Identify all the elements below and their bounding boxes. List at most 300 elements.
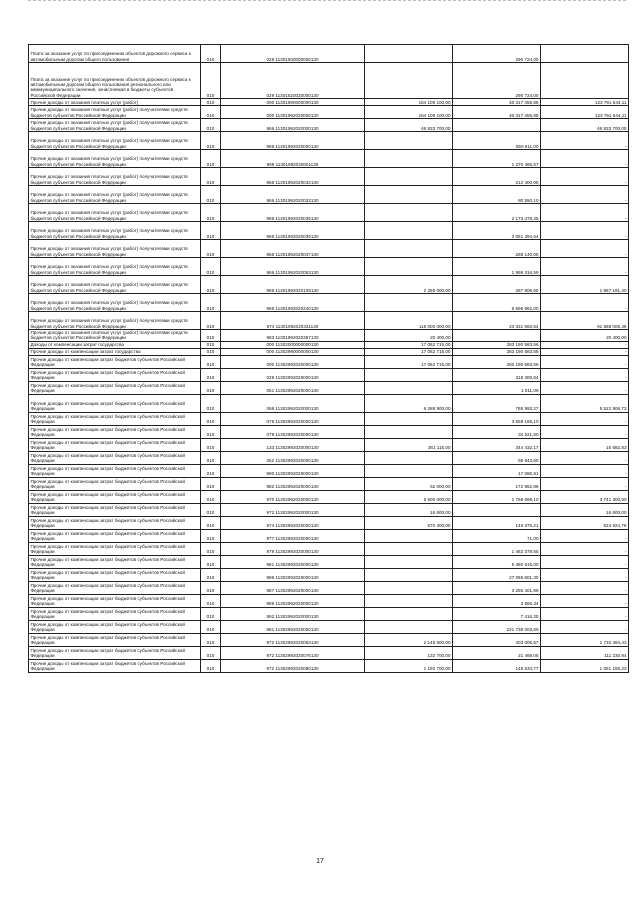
table-row <box>29 555 629 568</box>
row-unexecuted-amount-cell: 46 833 700,00 <box>541 119 629 132</box>
table-row <box>29 607 629 620</box>
row-line-code-cell: 010 <box>201 464 221 477</box>
row-name-cell: Прочие доходы от оказания платных услуг (работ) получателями средств бюджетов субъектов Российской Федерации <box>29 330 201 342</box>
row-executed-amount-cell: 290 724,00 <box>453 45 541 63</box>
table-row <box>29 425 629 438</box>
row-budget-code-cell: 966 11301992020035130 <box>221 204 365 222</box>
row-budget-code-cell: 966 11301992020039130 <box>221 222 365 240</box>
row-unexecuted-amount-cell: - <box>541 581 629 594</box>
row-executed-amount-cell: 21 469,06 <box>453 646 541 659</box>
table-row <box>29 581 629 594</box>
row-executed-amount-cell: 5 480 615,00 <box>453 555 541 568</box>
row-unexecuted-amount-cell: 111 230,94 <box>541 646 629 659</box>
row-name-cell: Прочие доходы от оказания платных услуг (работ) получателями средств бюджетов субъектов Российской Федерации <box>29 222 201 240</box>
table-row <box>29 633 629 646</box>
table-row <box>29 568 629 581</box>
row-name-cell: Прочие доходы от оказания платных услуг (работ) получателями средств бюджетов субъектов Российской Федерации <box>29 132 201 150</box>
row-line-code-cell: 010 <box>201 646 221 659</box>
row-line-code-cell: 010 <box>201 119 221 132</box>
row-unexecuted-amount-cell: - <box>541 355 629 368</box>
row-budget-code-cell: 979 11302992020000130 <box>221 542 365 555</box>
table-row <box>29 516 629 529</box>
row-approved-amount-cell <box>365 45 453 63</box>
table-row <box>29 438 629 451</box>
row-approved-amount-cell: 164 109 100,00 <box>365 106 453 119</box>
row-budget-code-cell: 966 11301992020000130 <box>221 119 365 132</box>
row-approved-amount-cell: 1 192 700,00 <box>365 659 453 672</box>
row-unexecuted-amount-cell: - <box>541 168 629 186</box>
table-row <box>29 381 629 394</box>
page-number: 17 <box>316 858 324 865</box>
row-line-code-cell: 010 <box>201 132 221 150</box>
table-row <box>29 150 629 168</box>
row-approved-amount-cell: 2 145 500,00 <box>365 633 453 646</box>
row-line-code-cell: 010 <box>201 368 221 381</box>
row-line-code-cell: 010 <box>201 438 221 451</box>
row-budget-code-cell: 966 11301992020240130 <box>221 294 365 312</box>
row-line-code-cell: 010 <box>201 394 221 412</box>
table-row <box>29 464 629 477</box>
row-budget-code-cell: 000 11302992020000130 <box>221 355 365 368</box>
table-row <box>29 240 629 258</box>
row-unexecuted-amount-cell: - <box>541 132 629 150</box>
row-budget-code-cell: 068 11302992020000130 <box>221 394 365 412</box>
table-row <box>29 620 629 633</box>
row-line-code-cell: 010 <box>201 477 221 490</box>
row-approved-amount-cell <box>365 425 453 438</box>
row-name-cell: Прочие доходы от компенсации затрат бюджетов субъектов Российской Федерации <box>29 425 201 438</box>
row-line-code-cell: 010 <box>201 294 221 312</box>
row-unexecuted-amount-cell: 123 791 644,11 <box>541 99 629 106</box>
row-unexecuted-amount-cell: 3 741 300,90 <box>541 490 629 503</box>
row-executed-amount-cell: 7 416,20 <box>453 607 541 620</box>
row-line-code-cell: 010 <box>201 186 221 204</box>
table-row <box>29 394 629 412</box>
row-name-cell: Прочие доходы от компенсации затрат бюджетов субъектов Российской Федерации <box>29 659 201 672</box>
row-line-code-cell: 010 <box>201 341 221 348</box>
table-row <box>29 503 629 516</box>
row-name-cell: Прочие доходы от оказания платных услуг (работ) получателями средств бюджетов субъектов Российской Федерации <box>29 150 201 168</box>
row-budget-code-cell: 970 11302992020000130 <box>221 490 365 503</box>
row-name-cell: Прочие доходы от оказания платных услуг (работ) получателями средств бюджетов субъектов Российской Федерации <box>29 168 201 186</box>
row-executed-amount-cell: 2 173 478,35 <box>453 204 541 222</box>
table-row <box>29 341 629 348</box>
row-approved-amount-cell: 164 109 100,00 <box>365 99 453 106</box>
row-name-cell: Прочие доходы от компенсации затрат бюджетов субъектов Российской Федерации <box>29 355 201 368</box>
row-executed-amount-cell: 1 758 699,10 <box>453 490 541 503</box>
row-approved-amount-cell: 16 600,00 <box>365 503 453 516</box>
row-budget-code-cell: 000 11301990000000130 <box>221 99 365 106</box>
table-row <box>29 168 629 186</box>
row-line-code-cell: 010 <box>201 150 221 168</box>
table-row <box>29 659 629 672</box>
row-unexecuted-amount-cell: 1 051 165,23 <box>541 659 629 672</box>
row-line-code-cell: 010 <box>201 240 221 258</box>
row-executed-amount-cell: 288 140,00 <box>453 240 541 258</box>
row-name-cell: Прочие доходы от оказания платных услуг (работ) получателями средств бюджетов субъектов Российской Федерации <box>29 186 201 204</box>
row-approved-amount-cell <box>365 542 453 555</box>
row-executed-amount-cell: 765 993,27 <box>453 394 541 412</box>
row-line-code-cell: 010 <box>201 490 221 503</box>
row-name-cell: Прочие доходы от компенсации затрат бюджетов субъектов Российской Федерации <box>29 490 201 503</box>
row-name-cell: Прочие доходы от компенсации затрат бюджетов субъектов Российской Федерации <box>29 477 201 490</box>
table-row <box>29 99 629 106</box>
row-approved-amount-cell: 361 115,00 <box>365 438 453 451</box>
row-unexecuted-amount-cell: - <box>541 620 629 633</box>
row-budget-code-cell: 980 11302992020000130 <box>221 464 365 477</box>
row-name-cell: Прочие доходы от компенсации затрат бюджетов субъектов Российской Федерации <box>29 368 201 381</box>
row-budget-code-cell: 252 11302992020000130 <box>221 451 365 464</box>
row-unexecuted-amount-cell: - <box>541 294 629 312</box>
row-executed-amount-cell <box>453 119 541 132</box>
row-budget-code-cell: 966 11301992020032130 <box>221 168 365 186</box>
row-budget-code-cell: 029 11301500000000130 <box>221 45 365 63</box>
row-executed-amount-cell: 283 190 583,56 <box>453 341 541 348</box>
table-row <box>29 451 629 464</box>
row-unexecuted-amount-cell: 123 791 644,11 <box>541 106 629 119</box>
row-budget-code-cell: 982 11302992020000130 <box>221 477 365 490</box>
row-name-cell: Прочие доходы от оказания платных услуг (работ) получателями средств бюджетов субъектов Российской Федерации <box>29 119 201 132</box>
row-line-code-cell: 010 <box>201 330 221 342</box>
row-budget-code-cell: 966 11301992020033130 <box>221 186 365 204</box>
table-row <box>29 222 629 240</box>
row-budget-code-cell: 972 11302992020063130 <box>221 633 365 646</box>
row-budget-code-cell: 000 11302990000000130 <box>221 348 365 355</box>
table-row <box>29 312 629 330</box>
row-executed-amount-cell: 318 300,84 <box>453 368 541 381</box>
row-approved-amount-cell: 17 062 715,00 <box>365 348 453 355</box>
revenue-report-table <box>28 44 629 673</box>
table-row <box>29 477 629 490</box>
row-unexecuted-amount-cell: - <box>541 542 629 555</box>
row-budget-code-cell: 051 11302992020000130 <box>221 381 365 394</box>
row-budget-code-cell: 974 11302992020000130 <box>221 516 365 529</box>
row-unexecuted-amount-cell: - <box>541 412 629 425</box>
row-line-code-cell: 010 <box>201 258 221 276</box>
table-row <box>29 542 629 555</box>
row-approved-amount-cell <box>365 607 453 620</box>
row-name-cell: Прочие доходы от оказания платных услуг (работ) получателями средств бюджетов субъектов Российской Федерации <box>29 312 201 330</box>
row-line-code-cell: 010 <box>201 425 221 438</box>
table-row <box>29 106 629 119</box>
row-budget-code-cell: 000 11302000000000130 <box>221 341 365 348</box>
row-executed-amount-cell: 1 462 379,55 <box>453 542 541 555</box>
row-unexecuted-amount-cell: - <box>541 594 629 607</box>
row-unexecuted-amount-cell: - <box>541 240 629 258</box>
row-unexecuted-amount-cell: - <box>541 341 629 348</box>
row-line-code-cell: 010 <box>201 529 221 542</box>
row-approved-amount-cell <box>365 412 453 425</box>
row-approved-amount-cell <box>365 150 453 168</box>
row-budget-code-cell: 078 11302992020000130 <box>221 425 365 438</box>
row-approved-amount-cell <box>365 204 453 222</box>
row-name-cell: Прочие доходы от оказания платных услуг (работ) получателями средств бюджетов субъектов Российской Федерации <box>29 106 201 119</box>
row-unexecuted-amount-cell: - <box>541 186 629 204</box>
row-approved-amount-cell: 6 288 900,00 <box>365 394 453 412</box>
row-line-code-cell: 010 <box>201 412 221 425</box>
row-name-cell: Прочие доходы от компенсации затрат бюджетов субъектов Российской Федерации <box>29 412 201 425</box>
table-row <box>29 348 629 355</box>
row-unexecuted-amount-cell: - <box>541 204 629 222</box>
row-budget-code-cell: 133 11302992020000130 <box>221 438 365 451</box>
row-approved-amount-cell: 20 400,00 <box>365 330 453 342</box>
table-row <box>29 294 629 312</box>
row-budget-code-cell: 981 11302992020000130 <box>221 555 365 568</box>
row-name-cell: Прочие доходы от компенсации затрат бюджетов субъектов Российской Федерации <box>29 542 201 555</box>
row-line-code-cell: 010 <box>201 63 221 99</box>
row-unexecuted-amount-cell: 91 668 006,46 <box>541 312 629 330</box>
row-unexecuted-amount-cell: - <box>541 529 629 542</box>
table-row <box>29 529 629 542</box>
row-budget-code-cell: 000 11301992020000130 <box>221 106 365 119</box>
row-executed-amount-cell: 1 995 316,59 <box>453 258 541 276</box>
row-approved-amount-cell: 5 500 000,00 <box>365 490 453 503</box>
row-name-cell: Доходы от компенсации затрат государства <box>29 341 201 348</box>
row-budget-code-cell: 992 11302992020000130 <box>221 607 365 620</box>
row-budget-code-cell: 966 11301992020047130 <box>221 240 365 258</box>
row-name-cell: Прочие доходы от компенсации затрат бюджетов субъектов Российской Федерации <box>29 451 201 464</box>
row-name-cell: Прочие доходы от компенсации затрат бюджетов субъектов Российской Федерации <box>29 381 201 394</box>
row-executed-amount-cell: 290 724,00 <box>453 63 541 99</box>
row-executed-amount-cell: 283 190 583,56 <box>453 348 541 355</box>
row-executed-amount-cell: 172 952,89 <box>453 477 541 490</box>
row-name-cell: Прочие доходы от компенсации затрат бюджетов субъектов Российской Федерации <box>29 438 201 451</box>
table-row <box>29 646 629 659</box>
row-budget-code-cell: 029 11301520020000130 <box>221 63 365 99</box>
table-row <box>29 204 629 222</box>
row-budget-code-cell: 972 11302992020080130 <box>221 659 365 672</box>
row-line-code-cell: 010 <box>201 581 221 594</box>
row-executed-amount-cell: 40 317 455,89 <box>453 106 541 119</box>
row-name-cell: Прочие доходы от компенсации затрат бюджетов субъектов Российской Федерации <box>29 516 201 529</box>
row-unexecuted-amount-cell: - <box>541 477 629 490</box>
row-approved-amount-cell <box>365 381 453 394</box>
row-executed-amount-cell: 3 559 168,10 <box>453 412 541 425</box>
row-executed-amount-cell: 287 808,60 <box>453 276 541 294</box>
row-executed-amount-cell: 403 005,57 <box>453 633 541 646</box>
row-name-cell: Прочие доходы от компенсации затрат государства <box>29 348 201 355</box>
row-name-cell: Прочие доходы от оказания платных услуг (работ) получателями средств бюджетов субъектов Российской Федерации <box>29 240 201 258</box>
row-line-code-cell: 010 <box>201 381 221 394</box>
table-row <box>29 258 629 276</box>
row-executed-amount-cell: 221 738 003,65 <box>453 620 541 633</box>
row-unexecuted-amount-cell: - <box>541 150 629 168</box>
row-budget-code-cell: 981 11302992020050130 <box>221 620 365 633</box>
row-line-code-cell: 010 <box>201 620 221 633</box>
row-approved-amount-cell <box>365 594 453 607</box>
row-unexecuted-amount-cell <box>541 45 629 63</box>
row-line-code-cell: 010 <box>201 276 221 294</box>
table-row <box>29 119 629 132</box>
table-row <box>29 368 629 381</box>
row-executed-amount-cell: 145 375,21 <box>453 516 541 529</box>
row-executed-amount-cell: 23 331 983,54 <box>453 312 541 330</box>
row-approved-amount-cell <box>365 258 453 276</box>
row-executed-amount-cell: 3 051 394,54 <box>453 222 541 240</box>
row-unexecuted-amount-cell: - <box>541 451 629 464</box>
row-executed-amount-cell: 1 011,09 <box>453 381 541 394</box>
row-unexecuted-amount-cell: 5 522 906,73 <box>541 394 629 412</box>
table-row <box>29 276 629 294</box>
row-budget-code-cell: 966 11301992020000130 <box>221 132 365 150</box>
row-line-code-cell: 010 <box>201 451 221 464</box>
row-budget-code-cell: 987 11302992020000130 <box>221 581 365 594</box>
table-row <box>29 355 629 368</box>
row-approved-amount-cell <box>365 132 453 150</box>
row-unexecuted-amount-cell: - <box>541 348 629 355</box>
row-executed-amount-cell <box>453 503 541 516</box>
row-line-code-cell: 010 <box>201 594 221 607</box>
row-unexecuted-amount-cell <box>541 63 629 99</box>
row-line-code-cell: 010 <box>201 355 221 368</box>
row-unexecuted-amount-cell: - <box>541 607 629 620</box>
row-unexecuted-amount-cell: 1 967 191,40 <box>541 276 629 294</box>
row-name-cell: Прочие доходы от компенсации затрат бюджетов субъектов Российской Федерации <box>29 646 201 659</box>
row-approved-amount-cell <box>365 529 453 542</box>
row-line-code-cell: 010 <box>201 503 221 516</box>
row-executed-amount-cell: 34 521,50 <box>453 425 541 438</box>
row-unexecuted-amount-cell: 16 682,83 <box>541 438 629 451</box>
row-line-code-cell: 010 <box>201 45 221 63</box>
row-budget-code-cell: 966 11301992020053130 <box>221 258 365 276</box>
row-line-code-cell: 010 <box>201 204 221 222</box>
row-approved-amount-cell <box>365 168 453 186</box>
row-budget-code-cell: 972 11302992020000130 <box>221 503 365 516</box>
row-budget-code-cell: 974 11301992020331130 <box>221 312 365 330</box>
row-name-cell: Прочие доходы от оказания платных услуг (работ) получателями средств бюджетов субъектов Российской Федерации <box>29 258 201 276</box>
row-line-code-cell: 010 <box>201 607 221 620</box>
row-budget-code-cell: 986 11302992020000130 <box>221 568 365 581</box>
row-name-cell: Прочие доходы от компенсации затрат бюджетов субъектов Российской Федерации <box>29 394 201 412</box>
row-approved-amount-cell: 62 000,00 <box>365 477 453 490</box>
row-name-cell: Прочие доходы от компенсации затрат бюджетов субъектов Российской Федерации <box>29 607 201 620</box>
row-approved-amount-cell: 670 300,00 <box>365 516 453 529</box>
row-name-cell: Прочие доходы от компенсации затрат бюджетов субъектов Российской Федерации <box>29 464 201 477</box>
row-line-code-cell: 010 <box>201 168 221 186</box>
row-line-code-cell: 010 <box>201 633 221 646</box>
row-approved-amount-cell <box>365 368 453 381</box>
row-name-cell: Прочие доходы от оказания платных услуг (работ) получателями средств бюджетов субъектов Российской Федерации <box>29 276 201 294</box>
row-executed-amount-cell: 65 943,65 <box>453 451 541 464</box>
row-approved-amount-cell: 132 700,00 <box>365 646 453 659</box>
row-budget-code-cell: 029 11302992020000130 <box>221 368 365 381</box>
row-approved-amount-cell <box>365 464 453 477</box>
row-name-cell: Прочие доходы от оказания платных услуг (работ) получателями средств бюджетов субъектов Российской Федерации <box>29 204 201 222</box>
row-approved-amount-cell <box>365 186 453 204</box>
row-approved-amount-cell <box>365 581 453 594</box>
row-line-code-cell: 010 <box>201 99 221 106</box>
row-line-code-cell: 010 <box>201 542 221 555</box>
row-budget-code-cell: 983 11301992020357130 <box>221 330 365 342</box>
row-executed-amount-cell: 40 317 455,89 <box>453 99 541 106</box>
row-name-cell: Плата за оказание услуг по присоединению объектов дорожного сервиса к автомобильным дорогам общего пользования <box>29 45 201 63</box>
row-executed-amount-cell: 27 065 801,30 <box>453 568 541 581</box>
table-row <box>29 132 629 150</box>
row-line-code-cell: 010 <box>201 568 221 581</box>
row-executed-amount-cell: 3 866,34 <box>453 594 541 607</box>
row-unexecuted-amount-cell: - <box>541 368 629 381</box>
row-unexecuted-amount-cell: - <box>541 568 629 581</box>
row-unexecuted-amount-cell: - <box>541 381 629 394</box>
row-approved-amount-cell <box>365 294 453 312</box>
row-approved-amount-cell <box>365 451 453 464</box>
row-budget-code-cell: 972 11302992020076130 <box>221 646 365 659</box>
row-approved-amount-cell <box>365 620 453 633</box>
row-approved-amount-cell <box>365 555 453 568</box>
row-line-code-cell: 010 <box>201 106 221 119</box>
row-name-cell: Прочие доходы от компенсации затрат бюджетов субъектов Российской Федерации <box>29 594 201 607</box>
row-approved-amount-cell: 2 255 000,00 <box>365 276 453 294</box>
row-executed-amount-cell: 1 270 465,57 <box>453 150 541 168</box>
row-name-cell: Прочие доходы от компенсации затрат бюджетов субъектов Российской Федерации <box>29 568 201 581</box>
row-unexecuted-amount-cell: 16 600,00 <box>541 503 629 516</box>
row-name-cell: Плата за оказание услуг по присоединению объектов дорожного сервиса к автомобильным дорогам общего пользования регионального или межмуниципального значения, зачисляемая в бюджеты субъектов Российской Федерации <box>29 63 201 99</box>
row-budget-code-cell: 075 11302992020000130 <box>221 412 365 425</box>
table-row <box>29 63 629 99</box>
row-name-cell: Прочие доходы от компенсации затрат бюджетов субъектов Российской Федерации <box>29 581 201 594</box>
row-approved-amount-cell <box>365 222 453 240</box>
row-name-cell: Прочие доходы от компенсации затрат бюджетов субъектов Российской Федерации <box>29 633 201 646</box>
row-unexecuted-amount-cell: - <box>541 258 629 276</box>
row-approved-amount-cell: 17 062 715,00 <box>365 341 453 348</box>
row-budget-code-cell: 989 11302992020000130 <box>221 594 365 607</box>
row-unexecuted-amount-cell: 524 924,79 <box>541 516 629 529</box>
row-executed-amount-cell <box>453 330 541 342</box>
table-row <box>29 45 629 63</box>
row-name-cell: Прочие доходы от компенсации затрат бюджетов субъектов Российской Федерации <box>29 503 201 516</box>
row-unexecuted-amount-cell: 20 400,00 <box>541 330 629 342</box>
row-approved-amount-cell <box>365 240 453 258</box>
row-executed-amount-cell: 80 550,10 <box>453 186 541 204</box>
table-row <box>29 330 629 342</box>
row-line-code-cell: 010 <box>201 348 221 355</box>
row-approved-amount-cell: 46 833 700,00 <box>365 119 453 132</box>
row-line-code-cell: 010 <box>201 659 221 672</box>
table-row <box>29 412 629 425</box>
table-row <box>29 594 629 607</box>
row-executed-amount-cell: 212 400,00 <box>453 168 541 186</box>
row-line-code-cell: 010 <box>201 222 221 240</box>
row-approved-amount-cell <box>365 568 453 581</box>
row-executed-amount-cell: 283 190 583,56 <box>453 355 541 368</box>
row-approved-amount-cell: 17 062 715,00 <box>365 355 453 368</box>
row-name-cell: Прочие доходы от компенсации затрат бюджетов субъектов Российской Федерации <box>29 555 201 568</box>
row-unexecuted-amount-cell: - <box>541 222 629 240</box>
row-budget-code-cell: 966 11301992020001130 <box>221 150 365 168</box>
row-budget-code-cell: 966 11301992020105130 <box>221 276 365 294</box>
row-unexecuted-amount-cell: - <box>541 555 629 568</box>
row-unexecuted-amount-cell: - <box>541 464 629 477</box>
row-line-code-cell: 010 <box>201 312 221 330</box>
row-unexecuted-amount-cell: 1 732 494,43 <box>541 633 629 646</box>
row-name-cell: Прочие доходы от оказания платных услуг (работ) <box>29 99 201 106</box>
table-row <box>29 490 629 503</box>
row-approved-amount-cell <box>365 63 453 99</box>
row-executed-amount-cell: 3 255 401,88 <box>453 581 541 594</box>
row-name-cell: Прочие доходы от оказания платных услуг (работ) получателями средств бюджетов субъектов Российской Федерации <box>29 294 201 312</box>
row-executed-amount-cell: 344 432,17 <box>453 438 541 451</box>
row-name-cell: Прочие доходы от компенсации затрат бюджетов субъектов Российской Федерации <box>29 529 201 542</box>
table-row <box>29 186 629 204</box>
row-executed-amount-cell: 71,00 <box>453 529 541 542</box>
row-executed-amount-cell: 6 696 962,00 <box>453 294 541 312</box>
row-unexecuted-amount-cell: - <box>541 425 629 438</box>
row-approved-amount-cell: 115 000 000,00 <box>365 312 453 330</box>
row-executed-amount-cell: 17 086,91 <box>453 464 541 477</box>
row-executed-amount-cell: 550 911,00 <box>453 132 541 150</box>
row-executed-amount-cell: 148 534,77 <box>453 659 541 672</box>
row-budget-code-cell: 977 11302992020000130 <box>221 529 365 542</box>
